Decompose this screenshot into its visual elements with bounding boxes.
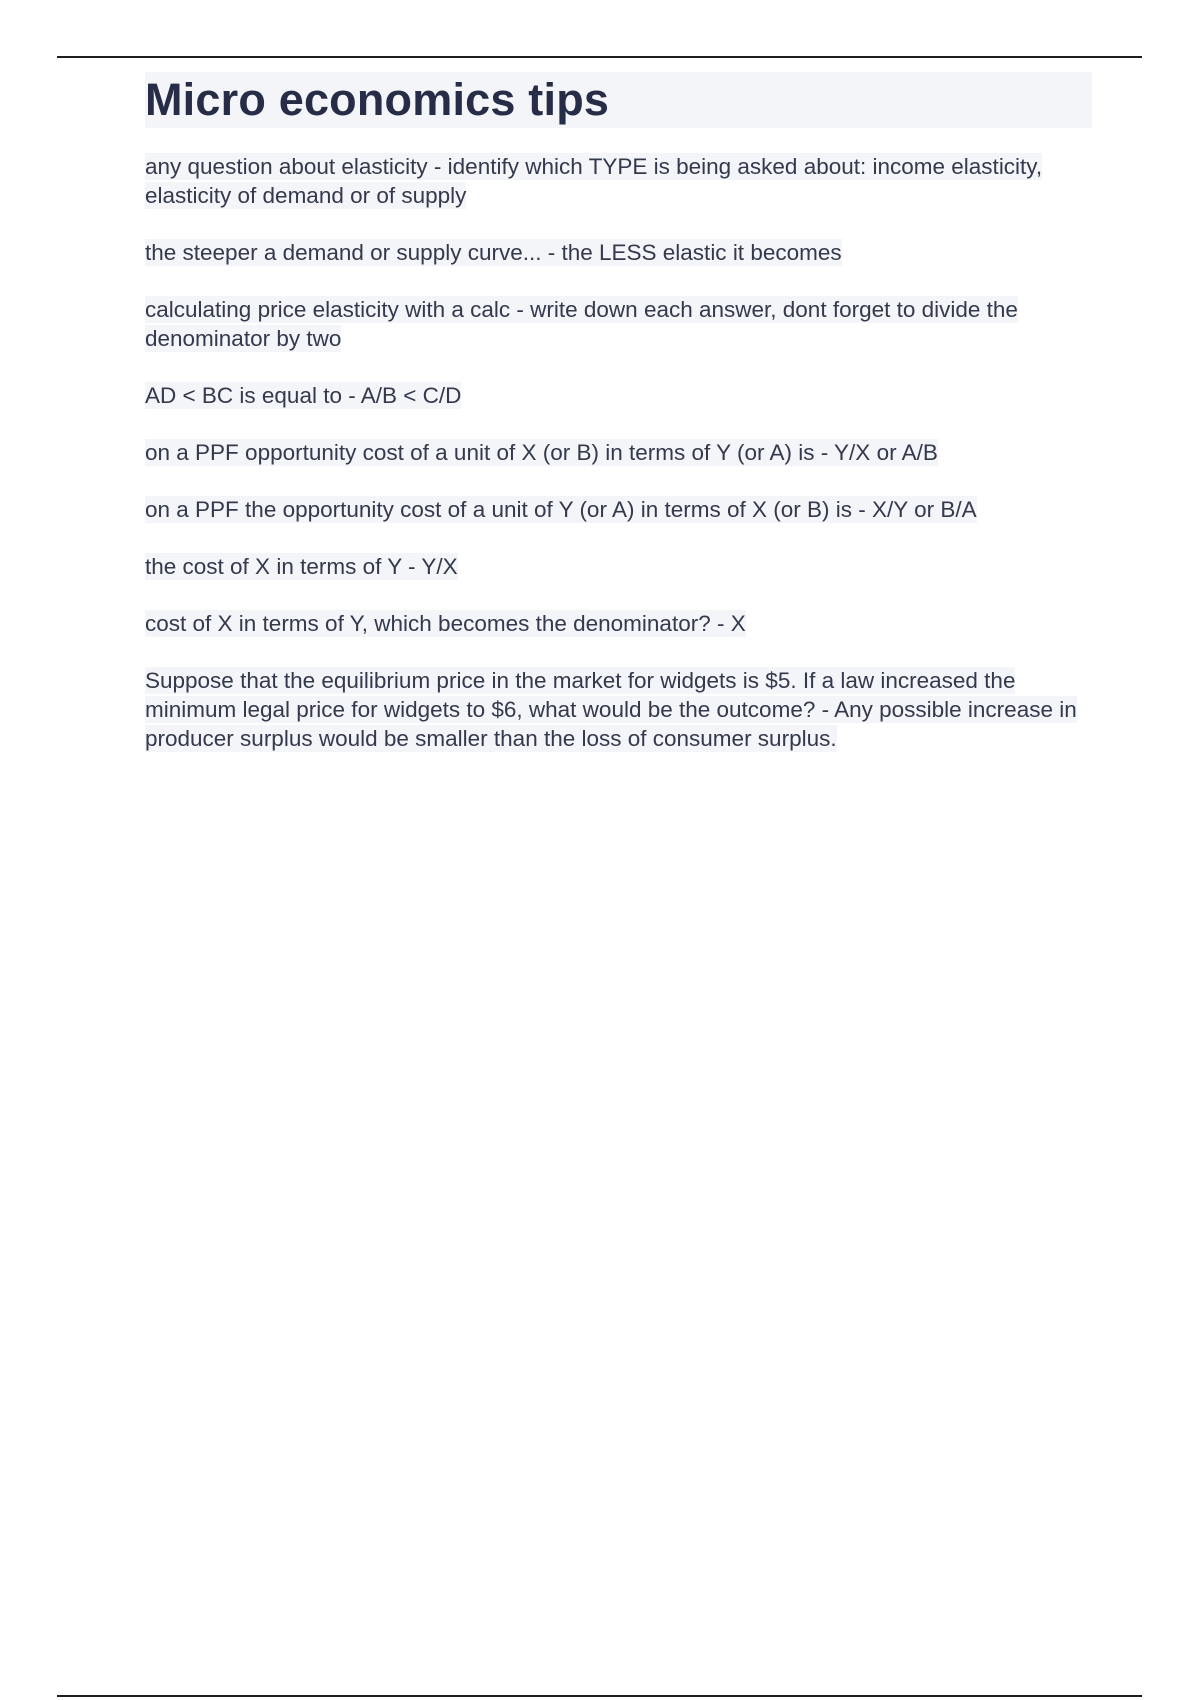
tip-item	[145, 552, 1095, 581]
tip-item	[145, 438, 1095, 467]
bottom-rule	[57, 1695, 1142, 1697]
page-content	[145, 72, 1095, 781]
tip-text: AD < BC is equal to - A/B < C/D	[145, 383, 462, 408]
tips-list	[145, 152, 1095, 753]
tip-item	[145, 238, 1095, 267]
tip-text: any question about elasticity - identify which TYPE is being asked about: income elasticity, elasticity of demand or of supply	[145, 154, 1043, 208]
tip-item	[145, 666, 1095, 753]
tip-text: calculating price elasticity with a calc - write down each answer, dont forget to divide the denominator by two	[145, 297, 1018, 351]
tip-text: the steeper a demand or supply curve... - the LESS elastic it becomes	[145, 240, 842, 265]
tip-item	[145, 609, 1095, 638]
title-band	[145, 72, 1092, 128]
tip-text: Suppose that the equilibrium price in the market for widgets is $5. If a law increased the minimum legal price for widgets to $6, what would be the outcome? - Any possible increase in producer surplus would be smaller than the loss of consumer surplus.	[145, 668, 1077, 751]
tip-item	[145, 152, 1095, 210]
tip-text: cost of X in terms of Y, which becomes the denominator? - X	[145, 611, 746, 636]
tip-text: on a PPF the opportunity cost of a unit of Y (or A) in terms of X (or B) is - X/Y or B/A	[145, 497, 977, 522]
tip-item	[145, 295, 1095, 353]
tip-item	[145, 495, 1095, 524]
top-rule	[57, 56, 1142, 58]
page-title: Micro economics tips	[145, 74, 610, 125]
tip-text: on a PPF opportunity cost of a unit of X (or B) in terms of Y (or A) is - Y/X or A/B	[145, 440, 938, 465]
tip-text: the cost of X in terms of Y - Y/X	[145, 554, 458, 579]
tip-item	[145, 381, 1095, 410]
